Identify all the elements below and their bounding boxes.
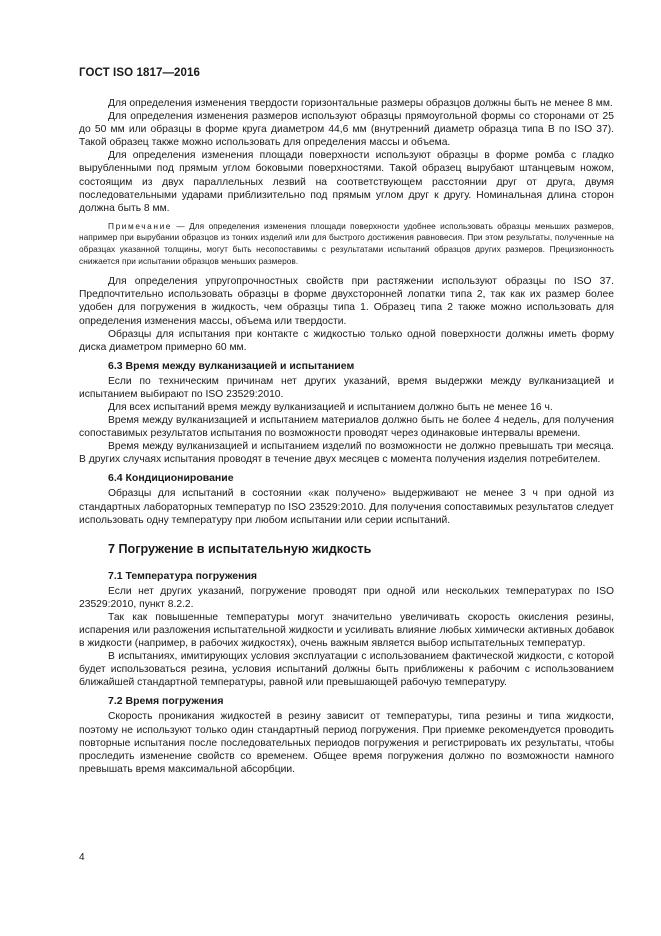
- page-content: [79, 97, 614, 776]
- paragraph: Для определения упругопрочностных свойств при растяжении используют образцы по ISO 37. Предпочтительно использовать образцы в форме двухсторонней лопатки типа 2, так как их размер более удобен для погружения в жидкость, чем образцы типа 1. Образец типа 2 также можно использовать для определения изменения массы, объема или твердости.: [79, 276, 614, 327]
- paragraph: Для всех испытаний время между вулканизацией и испытанием должно быть не менее 16 ч.: [108, 401, 553, 413]
- note-label: Примечание: [108, 220, 173, 231]
- section-heading-6-4: 6.4 Кондиционирование: [108, 472, 234, 485]
- paragraph: Для определения изменения размеров используют образцы прямоугольной формы со сторонами от 25 до 50 мм или образцы в форме круга диаметром 44,6 мм (внутренний диаметр образца типа В по ISO 37). Такой образец также можно использовать для определения массы и объема.: [79, 111, 614, 149]
- paragraph: В испытаниях, имитирующих условия эксплуатации с использованием фактической жидкости, с которой будет использоваться резина, условия испытаний должны быть приближены к рабочим с использованием ближайшей стандартной температуры, равной или превышающей рабочую температуру.: [79, 651, 614, 689]
- section-heading-7-2: 7.2 Время погружения: [108, 695, 224, 708]
- note-text: — Для определения изменения площади поверхности удобнее использовать образцы меньших размеров, например при вырубании образцов из тонких изделий или для быстрого достижения равновесия. При этом результаты, полученные на образцах указанной толщины, могут быть несопоставимы с результатами испытаний образцов других размеров. Прецизионность снижается при испытании образцов меньших размеров.: [79, 220, 614, 266]
- paragraph: Так как повышенные температуры могут значительно увеличивать скорость окисления резины, испарения или разложения испытательной жидкости и усиливать влияние любых химически активных добавок в жидкости (например, в рабочих жидкостях), очень важным является выбор испытательных температур.: [79, 611, 614, 650]
- page-number: 4: [79, 852, 85, 863]
- section-heading-7: 7 Погружение в испытательную жидкость: [108, 541, 372, 556]
- note-paragraph: [79, 221, 614, 267]
- paragraph: Время между вулканизацией и испытанием материалов должно быть не более 4 недель, для получения сопоставимых результатов испытания по возможности проводят через одинаковые интервалы времени.: [79, 415, 614, 440]
- document-header: ГОСТ ISO 1817—2016: [79, 67, 201, 79]
- paragraph: Если по техническим причинам нет других указаний, время выдержки между вулканизацией и испытанием выбирают по ISO 23529:2010.: [79, 375, 614, 400]
- paragraph: Образцы для испытания при контакте с жидкостью только одной поверхности должны иметь форму диска диаметром примерно 60 мм.: [79, 328, 614, 353]
- paragraph: Время между вулканизацией и испытанием изделий по возможности не должно превышать три месяца. В других случаях испытания проводят в течение двух месяцев с момента получения изделия потребителем.: [79, 441, 614, 466]
- paragraph: Для определения изменения твердости горизонтальные размеры образцов должны быть не менее 8 мм.: [108, 98, 613, 109]
- paragraph: Образцы для испытаний в состоянии «как получено» выдерживают не менее 3 ч при одной из стандартных лабораторных температур по ISO 23529:2010. Для получения сопоставимых результатов следует использовать одну температуру при любом испытании или серии испытаний.: [79, 488, 614, 526]
- section-heading-6-3: 6.3 Время между вулканизацией и испытанием: [108, 359, 355, 372]
- section-heading-7-1: 7.1 Температура погружения: [108, 569, 258, 582]
- paragraph: Для определения изменения площади поверхности используют образцы в форме ромба с гладко вырубленными под прямым углом боковыми поверхностями. Такой образец вырубают штанцевым ножом, состоящим из двух параллельных лезвий на соответствующем расстоянии друг от друга, двумя последовательными ударами приблизительно под прямым углом друг к другу. Номинальная длина сторон должна быть 8 мм.: [79, 150, 614, 214]
- paragraph: Скорость проникания жидкостей в резину зависит от температуры, типа резины и типа жидкости, поэтому не используют только один стандартный период погружения. При приемке рекомендуется проводить повторные испытания после последовательных периодов погружения и регистрировать их результаты, чтобы проследить изменение свойств со временем. Общее время погружения должно по возможности намного превышать время максимальной абсорбции.: [79, 711, 614, 775]
- paragraph: Если нет других указаний, погружение проводят при одной или нескольких температурах по ISO 23529:2010, пункт 8.2.2.: [79, 585, 614, 610]
